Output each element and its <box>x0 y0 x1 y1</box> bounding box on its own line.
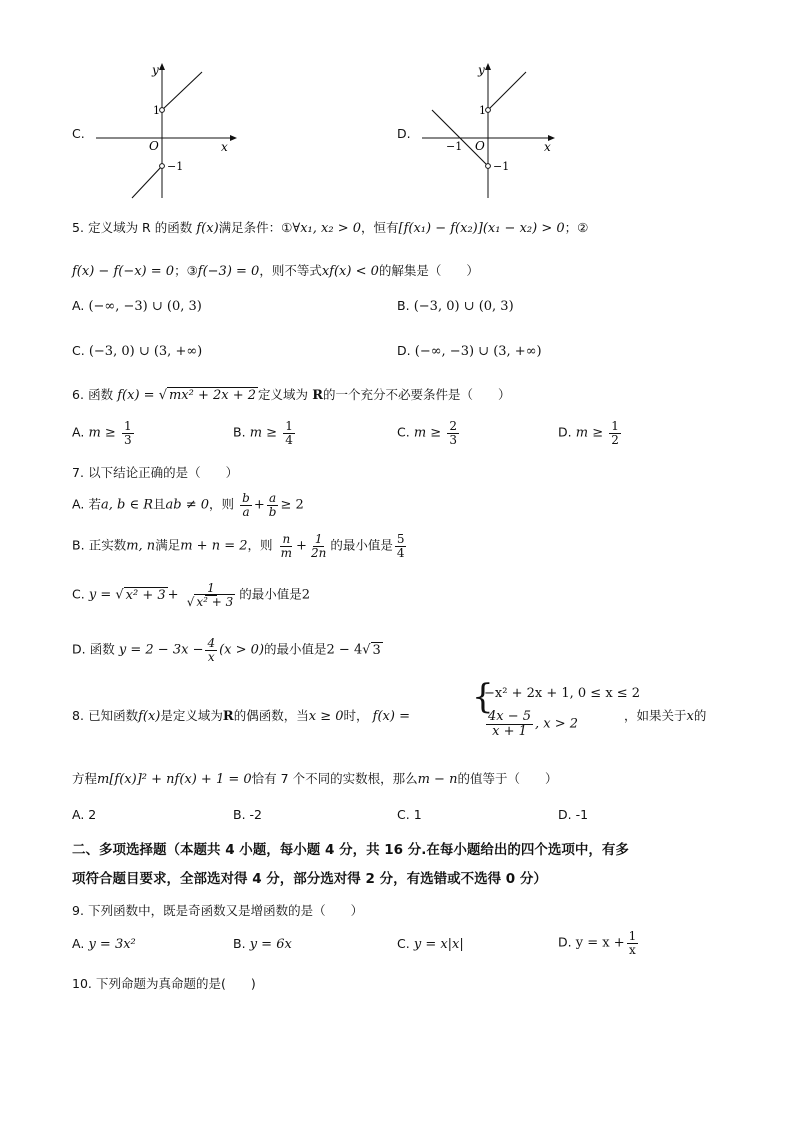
q5-option-b[interactable] <box>397 298 514 314</box>
option-prefix: m ≥ <box>413 425 442 441</box>
option-math: 2 <box>301 587 311 603</box>
open-point-top <box>160 108 165 113</box>
option-label: B. <box>233 936 246 951</box>
fraction: $\frac{n}{m}$ <box>280 532 293 560</box>
q8-text: 是定义域为 <box>160 708 223 723</box>
option-math: ab ≠ 0 <box>165 497 210 513</box>
option-label: D. <box>558 934 572 950</box>
fraction: $\frac{5}{4}$ <box>396 532 405 560</box>
option-value: (−3, 0) ∪ (3, +∞) <box>88 344 203 359</box>
option-label: A. <box>72 298 85 313</box>
open-point-bottom <box>486 164 491 169</box>
option-text: 的最小值是 <box>264 641 327 657</box>
x-label: x <box>544 140 551 154</box>
y-label: y <box>152 63 159 77</box>
fraction: $\frac{2}{3}$ <box>449 419 457 447</box>
option-text: 的最小值是 <box>330 537 393 553</box>
option-prefix: m ≥ <box>575 425 604 441</box>
q10-stem-text: 下列命题为真命题的是( ) <box>96 976 256 991</box>
fraction: $\frac{1}{3}$ <box>123 419 132 447</box>
option-label: C. <box>397 936 410 951</box>
q9-number: 9. <box>72 903 84 918</box>
q6-text: 定义域为 <box>258 387 309 402</box>
q8-text: 已知函数 <box>88 708 139 723</box>
x-label: x <box>221 140 228 154</box>
q5-text: 满足条件：① <box>218 220 293 235</box>
x-axis-arrow <box>230 135 237 141</box>
open-point-top <box>486 108 491 113</box>
q8-text: 的值等于（ ） <box>457 771 558 786</box>
upper-branch <box>162 72 202 110</box>
q5-cond1-ineq: [f(x₁) − f(x₂)](x₁ − x₂) > 0 <box>398 221 565 236</box>
option-math: ≥ 2 <box>280 497 304 513</box>
option-math: a, b ∈ R <box>100 497 153 513</box>
plus-sign: + <box>296 538 307 554</box>
mark-1: 1 <box>153 104 160 117</box>
option-value: (−∞, −3) ∪ (0, 3) <box>88 299 202 314</box>
option-value: y = x|x| <box>413 937 464 952</box>
q7-option-c[interactable] <box>72 582 310 608</box>
q7-stem-text: 以下结论正确的是（ ） <box>88 465 239 480</box>
q6-option-c[interactable] <box>397 420 461 446</box>
q8-text: ，如果关于 <box>624 708 687 723</box>
option-value: (−3, 0) ∪ (0, 3) <box>413 299 514 314</box>
option-label: A. <box>72 424 85 440</box>
y-label: y <box>478 63 485 77</box>
q5-text: ，恒有 <box>361 220 399 235</box>
q8-lhs: f(x) = <box>372 709 410 724</box>
lower-branch <box>132 166 162 198</box>
sqrt-sign: √ <box>362 642 371 658</box>
option-label: C. <box>72 586 85 602</box>
option-text: ，则 <box>247 537 273 553</box>
q8-var: x <box>686 709 694 724</box>
q7-stem <box>72 463 238 481</box>
q6-stem <box>72 385 511 403</box>
q8-text: 的偶函数，当 <box>233 708 309 723</box>
fraction: $\frac{1}{\text{√ x² + 3}}$ <box>186 581 234 609</box>
radicand: x² + 3 <box>125 587 166 603</box>
sqrt-sign: √ <box>158 388 167 403</box>
q6-R: R <box>312 388 324 403</box>
q6-radicand: mx² + 2x + 2 <box>168 388 257 403</box>
q9-option-d[interactable] <box>558 930 640 956</box>
q7-option-a[interactable] <box>72 492 304 518</box>
q6-number: 6. <box>72 387 84 402</box>
q8-text: 方程 <box>72 771 98 786</box>
option-math: y = 2 − 3x − <box>118 642 204 658</box>
option-d-label: D. <box>397 126 411 141</box>
q7-option-d[interactable] <box>72 637 383 663</box>
option-c-label: C. <box>72 126 85 141</box>
piecewise-brace: { <box>472 677 494 717</box>
sqrt-sign: √ <box>115 587 124 603</box>
piece-1: −x² + 2x + 1, 0 ≤ x ≤ 2 <box>484 686 641 701</box>
option-math: (x > 0) <box>219 642 265 658</box>
q8-line2 <box>72 769 557 787</box>
q8-option-a[interactable]: A. 2 <box>72 807 97 822</box>
q9-stem-text: 下列函数中，既是奇函数又是增函数的是（ ） <box>88 903 364 918</box>
option-label: B. <box>233 424 246 440</box>
q8-option-b[interactable]: B. -2 <box>233 807 263 822</box>
q8-fx: f(x) <box>138 709 161 724</box>
option-label: C. <box>72 343 85 358</box>
q5-text: 的解集是（ ） <box>378 263 479 278</box>
piece-2-cond: , x > 2 <box>535 716 579 732</box>
q10-stem <box>72 974 256 992</box>
q10-number: 10. <box>72 976 92 991</box>
q5-text: ，则不等式 <box>259 263 322 278</box>
q8-R: R <box>222 709 234 724</box>
section2-heading-line2: 项符合题目要求，全部选对得 4 分，部分选对得 2 分，有选错或不选得 0 分） <box>72 871 547 887</box>
y-axis-arrow <box>159 63 165 70</box>
q8-text: 时， <box>343 708 369 723</box>
q9-stem <box>72 901 363 919</box>
graph-option-d <box>418 58 563 203</box>
option-label: D. <box>72 641 86 657</box>
option-label: B. <box>72 537 85 553</box>
radicand: 3 <box>372 642 381 658</box>
q5-line1 <box>72 218 588 236</box>
option-label: B. <box>397 298 410 313</box>
origin-label: O <box>149 139 159 153</box>
q6-text: 的一个充分不必要条件是（ ） <box>323 387 511 402</box>
q6-option-b[interactable] <box>233 420 297 446</box>
option-text: 正实数 <box>88 537 127 553</box>
q8-number: 8. <box>72 708 84 723</box>
fraction: $\frac{1}{x}$ <box>628 929 637 957</box>
q6-text: 函数 <box>88 387 114 402</box>
q5-number: 5. <box>72 220 84 235</box>
option-text: 的最小值是 <box>239 586 302 602</box>
q5-text: ；③ <box>174 263 198 278</box>
option-text: 满足 <box>155 537 181 553</box>
q6-option-a[interactable] <box>72 420 136 446</box>
q7-number: 7. <box>72 465 84 480</box>
q8-option-d[interactable]: D. -1 <box>558 807 589 822</box>
option-label: D. <box>397 343 411 358</box>
fraction: $\frac{a}{b}$ <box>268 491 277 519</box>
section2-heading-line1: 二、多项选择题（本题共 4 小题，每小题 4 分，共 16 分.在每小题给出的四个选项中，有多 <box>72 842 629 858</box>
mark-neg1: −1 <box>493 160 510 173</box>
q8-line1-tail <box>624 706 706 724</box>
option-math: y = <box>88 587 116 603</box>
q9-option-a[interactable] <box>72 936 136 952</box>
upper-branch <box>488 72 526 110</box>
q5-option-d[interactable] <box>397 343 542 359</box>
origin-label: O <box>475 139 485 153</box>
option-text: 且 <box>152 496 166 512</box>
open-point-bottom <box>160 164 165 169</box>
option-label: A. <box>72 496 85 512</box>
fraction: $\frac{1}{4}$ <box>285 419 293 447</box>
fraction: $\frac{1}{2}$ <box>611 419 619 447</box>
piece-2 <box>484 710 578 738</box>
option-value: y = 3x² <box>88 937 136 952</box>
option-text: ，则 <box>209 496 235 512</box>
fraction: $\frac{4}{x}$ <box>207 636 216 664</box>
y-axis-arrow <box>485 63 491 70</box>
q8-equation: m[f(x)]² + nf(x) + 1 = 0 <box>97 772 252 787</box>
option-value: (−∞, −3) ∪ (3, +∞) <box>414 344 542 359</box>
q5-fx: f(x) <box>196 221 219 236</box>
mark-neg1: −1 <box>167 160 184 173</box>
q8-text: 恰有 7 个不同的实数根，那么 <box>251 771 418 786</box>
q5-line2 <box>72 261 479 279</box>
fraction: $\frac{4x - 5}{x + 1}$ <box>488 709 532 739</box>
option-prefix: m ≥ <box>249 425 278 441</box>
q8-line1 <box>72 706 410 724</box>
graph-option-c <box>92 58 242 203</box>
q9-option-b[interactable] <box>233 936 292 952</box>
q5-option-c[interactable] <box>72 343 202 359</box>
q5-cond3: f(−3) = 0 <box>197 264 260 279</box>
option-label: A. <box>72 936 85 951</box>
option-value: y = x + <box>575 935 625 951</box>
mark-1: 1 <box>479 104 486 117</box>
option-math: m + n = 2 <box>180 538 248 554</box>
option-prefix: m ≥ <box>88 425 116 441</box>
fraction: $\frac{b}{a}$ <box>242 491 250 519</box>
q8-diff: m − n <box>417 772 458 787</box>
option-text: 函数 <box>89 641 115 657</box>
q5-text: 定义域为 R 的函数 <box>88 220 193 235</box>
plus-sign: + <box>167 587 179 603</box>
q6-option-d[interactable] <box>558 420 623 446</box>
plus-sign: + <box>253 497 265 513</box>
q5-ineq: xf(x) < 0 <box>321 264 379 279</box>
q8-cond: x ≥ 0 <box>308 709 344 724</box>
mark-x-neg1: −1 <box>446 140 463 153</box>
option-label: C. <box>397 424 410 440</box>
q9-option-c[interactable] <box>397 936 464 952</box>
q8-option-c[interactable]: C. 1 <box>397 807 422 822</box>
q5-option-a[interactable] <box>72 298 202 314</box>
q5-cond1: ∀x₁, x₂ > 0 <box>292 221 361 236</box>
option-label: D. <box>558 424 572 440</box>
q6-func-lhs: f(x) = <box>117 388 159 403</box>
option-math: m, n <box>126 538 156 554</box>
q7-option-b[interactable] <box>72 533 408 559</box>
q5-cond2: f(x) − f(−x) = 0 <box>72 264 175 279</box>
q5-text: ；② <box>564 220 589 235</box>
option-math: 2 − 4 <box>326 642 363 658</box>
fraction: $\frac{1}{2n}$ <box>310 532 327 560</box>
option-value: y = 6x <box>249 937 292 952</box>
q8-text: 的 <box>693 708 707 723</box>
option-text: 若 <box>88 496 101 512</box>
